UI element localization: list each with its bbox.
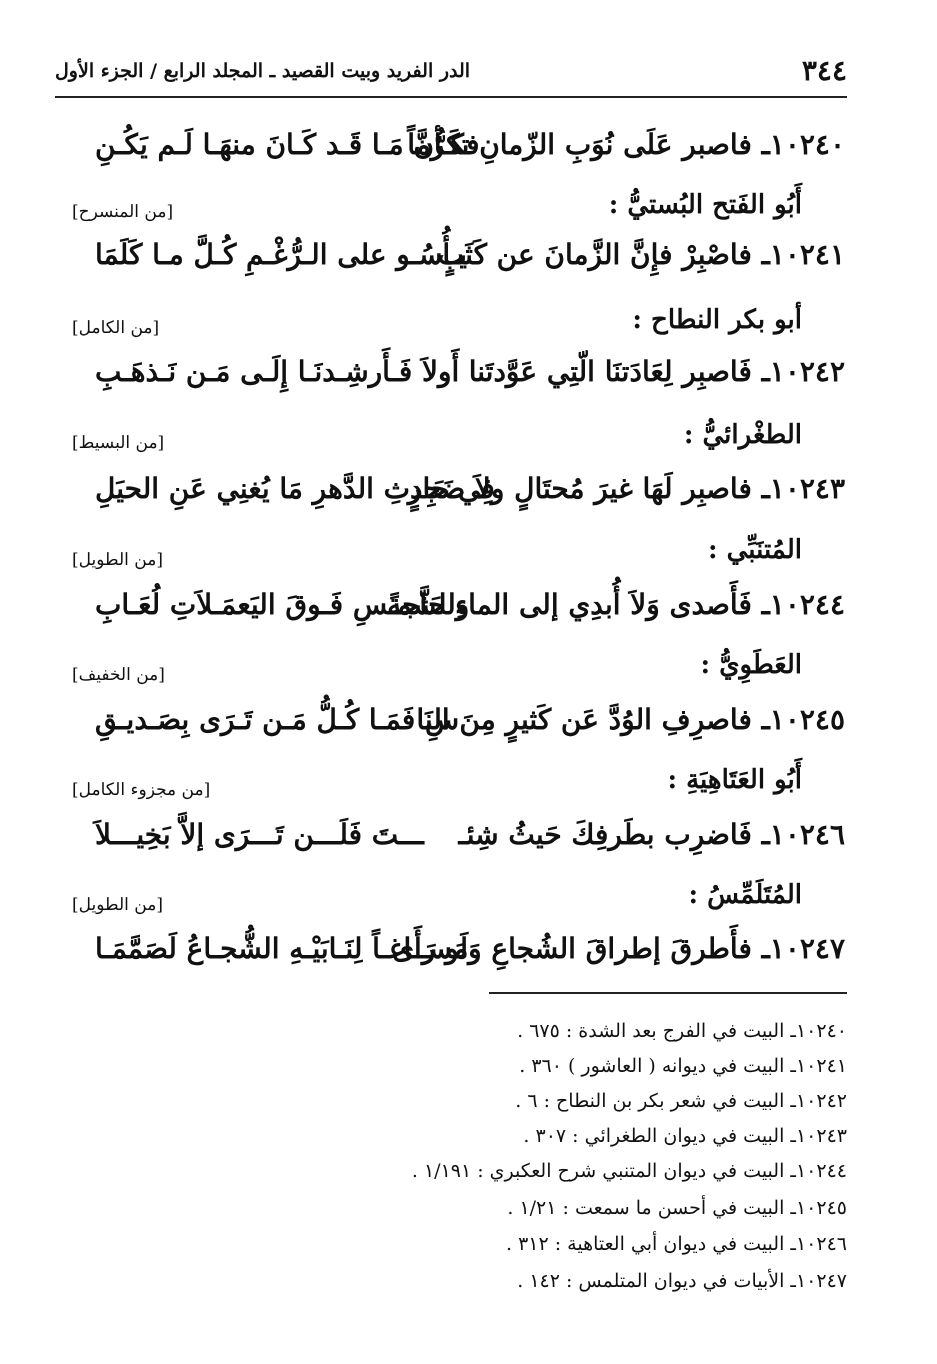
- first-hemistich: ١٠٢٤٢ـ فَاصبِر لِعَادَتنَا الّتِي عَوَّدتَنا: [468, 355, 845, 388]
- running-title: الدر الفريد وبيت القصيد ـ المجلد الرابع / الجزء الأول: [55, 60, 471, 82]
- meter-label: [من الطويل]: [72, 550, 163, 570]
- first-hemistich: ١٠٢٤٥ـ فاصرِفِ الوُدَّ عَن كَثيرٍ مِنَ النَا: [416, 703, 845, 736]
- verse-10243: [95, 472, 845, 522]
- second-hemistich: فِي حَادثِ الدَّهرِ مَا يُغنِي عَنِ الحيَلِ: [95, 472, 495, 505]
- poet-name: العَطَوِيُّ :: [700, 650, 802, 680]
- poet-name: أَبُو الفَتح البُستيُّ :: [608, 190, 802, 220]
- meter-label: [من المنسرح]: [72, 202, 174, 222]
- first-hemistich: ١٠٢٤٣ـ فاصبِر لَهَا غيرَ مُحتَالٍ ولاَ ضَجِرٍ: [407, 472, 845, 505]
- verse-10242: [95, 355, 845, 405]
- poet-name: المُتَلَمِّسُ :: [688, 880, 802, 910]
- meter-label: [من الطويل]: [72, 895, 163, 915]
- first-hemistich: ١٠٢٤٦ـ فَاضرِب بطَرفِكَ حَيثُ شِئـ: [458, 818, 845, 851]
- meter-label: [من البسيط]: [72, 433, 165, 453]
- footnote: ١٠٢٤٦ـ البيت في ديوان أبي العتاهية : ٣١٢ .: [505, 1233, 847, 1255]
- second-hemistich: ـــتَ فَلَـــن تَـــرَى إلاَّ بَخِيـــلاَ: [95, 818, 424, 851]
- footnote: ١٠٢٤٣ـ البيت في ديوان الطغرائي : ٣٠٧ .: [523, 1125, 847, 1147]
- second-hemistich: يـأُسُـو على الـرُّغْـمِ كُـلَّ مـا كَلَمَا: [95, 238, 467, 271]
- meter-label: [من الخفيف]: [72, 665, 165, 685]
- page-number: ٣٤٤: [801, 54, 847, 87]
- second-hemistich: وللشَّمـسِ فَـوقَ اليَعمَـلاَتِ لُعَـابِ: [95, 588, 470, 621]
- poet-name: أَبُو العَتَاهِيَةِ :: [667, 765, 802, 795]
- verse-10244: [95, 588, 845, 638]
- second-hemistich: فكَـأنَّ مَـا قَـد كَـانَ منهَـا لَـم يَكُـنِ: [95, 128, 480, 161]
- footnote: ١٠٢٤٥ـ البيت في أحسن ما سمعت : ١/٢١ .: [507, 1197, 847, 1219]
- verse-10246: [95, 818, 845, 868]
- footnote: ١٠٢٤٠ـ البيت في الفرج بعد الشدة : ٦٧٥ .: [517, 1020, 847, 1042]
- footnote: ١٠٢٤١ـ البيت في ديوانه ( العاشور ) ٣٦٠ .: [519, 1055, 847, 1077]
- verse-10240: [95, 128, 845, 178]
- first-hemistich: ١٠٢٤٠ـ فاصبر عَلَى نُوَبِ الزّمانِ تكرُّماً: [407, 128, 845, 161]
- poet-name: المُتنَبِّي :: [707, 535, 802, 565]
- verse-10247: [95, 932, 845, 982]
- second-hemistich: مَســاغـاً لِنَـابَيْـهِ الشُّجـاعُ لَصَمَّمَـا: [95, 932, 469, 965]
- footnote: ١٠٢٤٢ـ البيت في شعر بكر بن النطاح : ٦ .: [515, 1090, 847, 1112]
- first-hemistich: ١٠٢٤٤ـ فَأَصدى وَلاَ أُبدِي إلى الماءِ حَاجةً: [387, 588, 845, 621]
- first-hemistich: ١٠٢٤٧ـ فأَطرقَ إطراقَ الشُجاعِ وَلَو رَأَى: [392, 932, 845, 965]
- page-header: [55, 52, 847, 98]
- meter-label: [من مجزوء الكامل]: [72, 780, 211, 800]
- poet-name: الطغْرائيُّ :: [683, 420, 802, 450]
- meter-label: [من الكامل]: [72, 318, 160, 338]
- first-hemistich: ١٠٢٤١ـ فاصْبِرْ فإِنَّ الزَّمانَ عن كَثَبٍ: [437, 238, 845, 271]
- verse-10241: [95, 238, 845, 288]
- footnote: ١٠٢٤٤ـ البيت في ديوان المتنبي شرح العكبري : ١/١٩١ .: [411, 1160, 847, 1182]
- footnote: ١٠٢٤٧ـ الأبيات في ديوان المتلمس : ١٤٢ .: [517, 1270, 847, 1292]
- footnote-separator: [489, 992, 847, 994]
- second-hemistich: سِ فَمَـا كُـلُّ مَـن تَـرَى بِصَـديـقِ: [95, 703, 460, 736]
- second-hemistich: أَولاَ فَـأَرشِـدنَـا إِلَـى مَـن نَـذهَـبِ: [95, 355, 460, 388]
- poet-name: أبو بكر النطاح :: [632, 305, 802, 335]
- verse-10245: [95, 703, 845, 753]
